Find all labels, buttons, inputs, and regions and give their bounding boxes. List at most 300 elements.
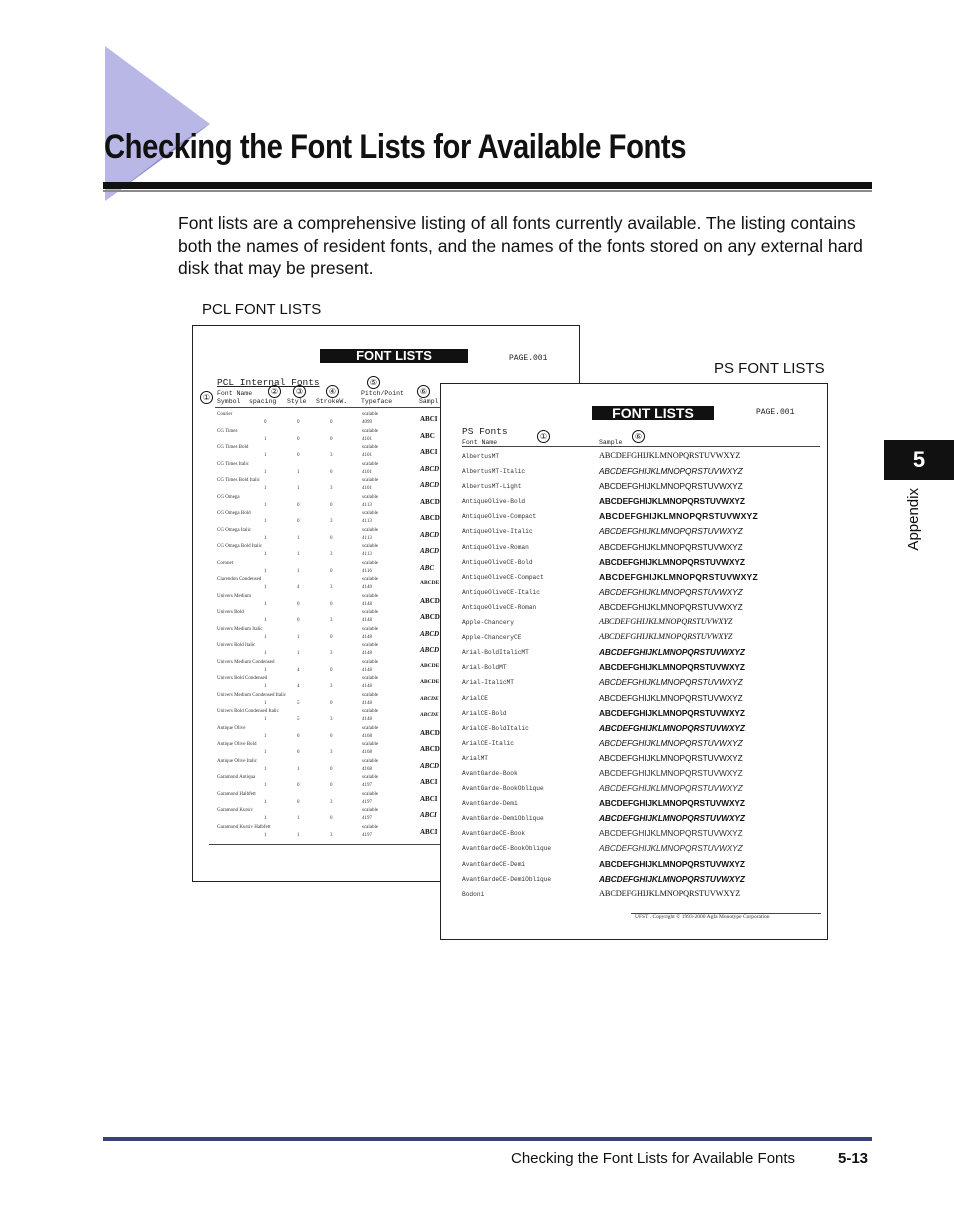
- ps-table-row: [462, 526, 820, 541]
- ps-font-name: AlbertusMT: [462, 453, 500, 460]
- pcl-font-name: CG Times Bold Italic: [217, 478, 260, 483]
- ps-table-row: [462, 828, 820, 843]
- pcl-symbol: 1: [264, 618, 267, 623]
- ps-marker-1: ①: [537, 430, 550, 443]
- pcl-table-row: [217, 577, 477, 594]
- pcl-font-name: CG Omega: [217, 494, 240, 500]
- pcl-spacing: 0: [297, 733, 300, 739]
- ps-heading: PS Fonts: [462, 426, 508, 437]
- ps-font-name: Apple-Chancery: [462, 619, 514, 627]
- ps-font-sample: ABCDEFGHIJKLMNOPQRSTUVWXYZ: [599, 767, 743, 778]
- pcl-font-lists-label: PCL FONT LISTS: [202, 301, 322, 318]
- pcl-symbol: 1: [264, 717, 267, 722]
- pcl-spacing: 0: [297, 436, 300, 442]
- ps-font-name: Apple-ChanceryCE: [462, 634, 522, 642]
- pcl-table-row: [217, 693, 477, 710]
- pcl-spacing: 1: [297, 535, 300, 541]
- pcl-spacing: 1: [297, 568, 300, 574]
- pcl-font-name: Clarendon Condensed: [217, 577, 262, 582]
- ps-table-row: [462, 662, 820, 677]
- pcl-scalable: scalable: [362, 412, 379, 417]
- pcl-scalable: scalable: [362, 808, 379, 813]
- pcl-font-name: Univers Medium Italic: [217, 626, 263, 632]
- pcl-table-row: [217, 759, 477, 776]
- pcl-symbol: 1: [264, 733, 267, 739]
- pcl-spacing: 0: [297, 750, 300, 755]
- ps-table-row: [462, 723, 820, 738]
- ps-font-sample: ABCDEFGHIJKLMNOPQRSTUVWXYZ: [599, 798, 745, 809]
- ps-table-row: [462, 542, 820, 557]
- ps-table-row: [462, 451, 820, 466]
- ps-font-sample: ABCDEFGHIJKLMNOPQRSTUVWXYZ: [599, 722, 745, 733]
- pcl-scalable: scalable: [362, 445, 379, 450]
- pcl-font-name: Courier: [217, 412, 233, 417]
- ps-font-name: AntiqueOlive-Bold: [462, 498, 526, 506]
- pcl-symbol: 1: [264, 816, 267, 821]
- pcl-stroke: 3: [330, 453, 333, 458]
- ps-page-number: PAGE.001: [756, 408, 795, 417]
- ps-font-list-sheet: [440, 383, 828, 940]
- ps-table-row: [462, 798, 820, 813]
- ps-table-row: [462, 889, 820, 904]
- pcl-typeface: 4116: [362, 568, 372, 574]
- pcl-col-sample: Sampl: [419, 398, 439, 405]
- pcl-table-row: [217, 561, 477, 578]
- ps-font-name: AntiqueOlive-Compact: [462, 513, 537, 521]
- pcl-font-name: Univers Bold Condensed Italic: [217, 709, 279, 714]
- pcl-font-name: Garamond Antiqua: [217, 775, 256, 780]
- pcl-typeface: 4168: [362, 733, 372, 739]
- pcl-scalable: scalable: [362, 692, 379, 698]
- intro-paragraph: Font lists are a comprehensive listing of all fonts currently available. The listing contains both the names of resident fonts, and the names of the fonts stored on any external hard disk that may be present.: [178, 213, 863, 278]
- pcl-stroke: 3: [330, 585, 333, 590]
- pcl-table-row: [217, 825, 477, 842]
- ps-font-name: ArialCE: [462, 694, 488, 702]
- corner-triangle-decoration: [105, 46, 215, 201]
- pcl-symbol: 1: [264, 783, 267, 788]
- ps-font-sample: ABCDEFGHIJKLMNOPQRSTUVWXYZ: [599, 556, 745, 567]
- ps-table-row: [462, 557, 820, 572]
- ps-font-name: AvantGardeCE-Demi: [462, 860, 526, 868]
- pcl-symbol: 1: [264, 453, 267, 458]
- pcl-font-name: Univers Bold Italic: [217, 643, 256, 648]
- pcl-stroke: 3: [330, 799, 333, 805]
- ps-font-name: Arial-ItalicMT: [462, 679, 514, 687]
- footer-title: Checking the Font Lists for Available Fonts: [511, 1150, 796, 1167]
- ps-font-name: ArialCE-BoldItalic: [462, 724, 529, 732]
- ps-font-sample: ABCDEFGHIJKLMNOPQRSTUVWXYZ: [599, 858, 745, 869]
- pcl-symbol: 1: [264, 832, 267, 838]
- ps-font-name: Arial-BoldMT: [462, 664, 507, 672]
- pcl-marker-4: ④: [326, 385, 339, 398]
- pcl-scalable: scalable: [362, 428, 379, 434]
- pcl-spacing: 4: [297, 667, 300, 673]
- pcl-sample: ABCDE: [420, 580, 440, 586]
- pcl-font-name: CG Omega Bold: [217, 511, 251, 516]
- pcl-sample: ABCD: [420, 596, 440, 605]
- pcl-symbol: 1: [264, 585, 267, 590]
- pcl-sample: ABCD: [420, 613, 440, 621]
- pcl-stroke: 0: [330, 420, 333, 425]
- pcl-sample: ABCD: [420, 761, 440, 770]
- pcl-typeface: 4113: [362, 502, 372, 508]
- ps-font-name: AntiqueOliveCE-Compact: [462, 573, 544, 581]
- ps-font-name: AvantGarde-DemiOblique: [462, 815, 544, 823]
- pcl-symbol: 1: [264, 799, 267, 805]
- ps-table-row: [462, 587, 820, 602]
- pcl-stroke: 3: [330, 552, 333, 557]
- pcl-table-row: [217, 495, 477, 512]
- pcl-typeface: 4197: [362, 783, 372, 788]
- pcl-font-name: Univers Medium Condensed: [217, 659, 275, 665]
- pcl-symbol: 1: [264, 667, 267, 673]
- pcl-col-style: Style: [287, 398, 307, 405]
- pcl-scalable: scalable: [362, 643, 379, 648]
- pcl-sample: ABCD: [420, 464, 440, 473]
- ps-font-name: AntiqueOliveCE-Roman: [462, 603, 537, 611]
- pcl-symbol: 1: [264, 651, 267, 656]
- pcl-typeface: 4148: [362, 684, 372, 689]
- pcl-stroke: 0: [330, 634, 333, 640]
- pcl-table-row: [217, 627, 477, 644]
- pcl-spacing: 0: [297, 519, 300, 524]
- pcl-scalable: scalable: [362, 775, 379, 780]
- pcl-typeface: 4148: [362, 601, 372, 607]
- ps-font-sample: ABCDEFGHIJKLMNOPQRSTUVWXYZ: [599, 466, 743, 477]
- pcl-scalable: scalable: [362, 824, 379, 830]
- pcl-sample: ABC: [420, 563, 435, 572]
- pcl-table-row: [217, 808, 477, 825]
- pcl-stroke: 0: [330, 436, 333, 442]
- pcl-typeface: 4148: [362, 651, 372, 656]
- pcl-stroke: 0: [330, 601, 333, 607]
- ps-banner: FONT LISTS: [592, 406, 714, 420]
- ps-font-sample: ABCDEFGHIJKLMNOPQRSTUVWXYZ: [599, 888, 741, 898]
- ps-font-sample: ABCDEFGHIJKLMNOPQRSTUVWXYZ: [599, 496, 745, 507]
- pcl-sample: ABCDE: [420, 679, 440, 685]
- ps-font-table: [462, 451, 820, 904]
- pcl-sample: ABCD: [420, 646, 440, 654]
- pcl-sample: ABCI: [420, 794, 438, 803]
- pcl-font-name: Antique Olive Bold: [217, 742, 257, 747]
- ps-table-row: [462, 572, 820, 587]
- pcl-symbol: 1: [264, 469, 267, 475]
- pcl-font-name: Coronet: [217, 560, 234, 566]
- ps-font-sample: ABCDEFGHIJKLMNOPQRSTUVWXYZ: [599, 692, 743, 703]
- pcl-spacing: 1: [297, 651, 300, 656]
- pcl-typeface: 4101: [362, 436, 372, 442]
- page-title: Checking the Font Lists for Available Fonts: [104, 128, 687, 166]
- pcl-table-row: [217, 726, 477, 743]
- ps-table-row: [462, 783, 820, 798]
- ps-table-row: [462, 813, 820, 828]
- pcl-scalable: scalable: [362, 560, 379, 566]
- ps-font-name: ArialMT: [462, 754, 488, 762]
- ps-font-name: AvantGardeCE-DemiOblique: [462, 875, 552, 883]
- pcl-scalable: scalable: [362, 659, 379, 665]
- pcl-scalable: scalable: [362, 791, 379, 797]
- pcl-spacing: 1: [297, 766, 300, 772]
- pcl-symbol: 1: [264, 750, 267, 755]
- pcl-font-name: CG Omega Italic: [217, 527, 252, 533]
- ps-table-row: [462, 708, 820, 723]
- ps-col-sample: Sample: [599, 439, 623, 446]
- pcl-font-name: Univers Bold Condensed: [217, 676, 268, 681]
- pcl-spacing: 0: [297, 502, 300, 508]
- pcl-table-row: [217, 462, 477, 479]
- pcl-marker-1: ①: [200, 391, 213, 404]
- pcl-spacing: 4: [297, 585, 300, 590]
- pcl-table-row: [217, 445, 477, 462]
- title-rule-shadow: [103, 190, 872, 192]
- pcl-sample: ABCD: [420, 629, 440, 638]
- pcl-table-row: [217, 412, 477, 429]
- pcl-col-stroke: StrokeW.: [316, 398, 348, 405]
- pcl-marker-2: ②: [268, 385, 281, 398]
- pcl-sample: ABCD: [420, 745, 440, 753]
- ps-font-sample: ABCDEFGHIJKLMNOPQRSTUVWXYZ: [599, 586, 743, 597]
- ps-copyright: UFST . Copyright © 1993-2000 Agfa Monotype Corporation: [635, 914, 770, 920]
- pcl-sample: ABCDE: [420, 662, 440, 669]
- pcl-spacing: 0: [297, 420, 300, 425]
- ps-font-sample: ABCDEFGHIJKLMNOPQRSTUVWXYZ: [599, 662, 745, 673]
- pcl-spacing: 1: [297, 634, 300, 640]
- pcl-stroke: 3: [330, 717, 333, 722]
- pcl-sample: ABCDE: [420, 695, 439, 702]
- pcl-marker-3: ③: [293, 385, 306, 398]
- ps-table-row: [462, 753, 820, 768]
- pcl-typeface: 4140: [362, 585, 372, 590]
- pcl-symbol: 1: [264, 436, 267, 442]
- pcl-typeface: 4148: [362, 634, 372, 640]
- pcl-typeface: 4113: [362, 519, 372, 524]
- pcl-font-name: CG Times: [217, 428, 238, 434]
- pcl-table-row: [217, 594, 477, 611]
- pcl-table-row: [217, 528, 477, 545]
- ps-font-sample: ABCDEFGHIJKLMNOPQRSTUVWXYZ: [599, 617, 733, 627]
- ps-table-row: [462, 768, 820, 783]
- pcl-table-row: [217, 742, 477, 759]
- pcl-scalable: scalable: [362, 478, 379, 483]
- pcl-spacing: 4: [297, 684, 300, 689]
- pcl-table-row: [217, 544, 477, 561]
- pcl-typeface: 4148: [362, 667, 372, 673]
- pcl-stroke: 0: [330, 783, 333, 788]
- pcl-table-row: [217, 660, 477, 677]
- pcl-spacing: 1: [297, 552, 300, 557]
- pcl-font-name: Antique Olive: [217, 725, 246, 731]
- footer-page-number: 5-13: [838, 1150, 869, 1167]
- pcl-sample: ABCI: [420, 827, 438, 836]
- ps-font-name: AvantGarde-BookOblique: [462, 785, 544, 793]
- pcl-font-table: [217, 412, 477, 841]
- ps-table-row: [462, 496, 820, 511]
- pcl-sample: ABCI: [420, 448, 438, 456]
- pcl-col-pitch: Pitch/Point: [361, 390, 404, 397]
- pcl-table-row: [217, 429, 477, 446]
- ps-marker-6: ⑥: [632, 430, 645, 443]
- pcl-table-row: [217, 676, 477, 693]
- ps-font-sample: ABCDEFGHIJKLMNOPQRSTUVWXYZ: [599, 873, 745, 884]
- ps-font-name: AntiqueOlive-Roman: [462, 543, 529, 551]
- ps-font-sample: ABCDEFGHIJKLMNOPQRSTUVWXYZ: [599, 677, 743, 688]
- pcl-table-row: [217, 775, 477, 792]
- pcl-typeface: 4113: [362, 535, 372, 541]
- pcl-spacing: 0: [297, 453, 300, 458]
- pcl-font-name: CG Times Italic: [217, 461, 249, 467]
- pcl-stroke: 0: [330, 469, 333, 475]
- ps-table-row: [462, 481, 820, 496]
- pcl-stroke: 3: [330, 750, 333, 755]
- pcl-typeface: 4101: [362, 469, 372, 475]
- pcl-scalable: scalable: [362, 626, 379, 632]
- pcl-spacing: 0: [297, 618, 300, 623]
- pcl-banner: FONT LISTS: [320, 349, 468, 363]
- ps-table-row: [462, 647, 820, 662]
- pcl-font-name: Univers Medium Condensed Italic: [217, 692, 287, 698]
- ps-table-row: [462, 617, 820, 632]
- pcl-stroke: 0: [330, 535, 333, 541]
- pcl-scalable: scalable: [362, 494, 379, 500]
- pcl-scalable: scalable: [362, 511, 379, 516]
- pcl-typeface: 4168: [362, 750, 372, 755]
- pcl-typeface: 4101: [362, 486, 372, 491]
- ps-font-sample: ABCDEFGHIJKLMNOPQRSTUVWXYZ: [599, 526, 743, 537]
- pcl-table-row: [217, 511, 477, 528]
- ps-col-font-name: Font Name: [462, 439, 498, 446]
- pcl-spacing: 5: [297, 717, 300, 722]
- pcl-footer-rule: [209, 844, 459, 845]
- pcl-spacing: 0: [297, 783, 300, 788]
- pcl-scalable: scalable: [362, 577, 379, 582]
- pcl-typeface: 4168: [362, 766, 372, 772]
- pcl-spacing: 1: [297, 816, 300, 821]
- pcl-stroke: 0: [330, 816, 333, 821]
- pcl-table-row: [217, 643, 477, 660]
- ps-font-sample: ABCDEFGHIJKLMNOPQRSTUVWXYZ: [599, 511, 758, 522]
- ps-font-sample: ABCDEFGHIJKLMNOPQRSTUVWXYZ: [599, 843, 743, 854]
- ps-header-rule: [462, 446, 820, 447]
- pcl-heading: PCL Internal Fonts: [217, 377, 320, 388]
- pcl-stroke: 3: [330, 684, 333, 689]
- pcl-symbol: 1: [264, 766, 267, 772]
- footer-rule: [103, 1137, 872, 1141]
- ps-table-row: [462, 693, 820, 708]
- pcl-stroke: 0: [330, 568, 333, 574]
- pcl-stroke: 3: [330, 486, 333, 491]
- pcl-symbol: 0: [264, 420, 267, 425]
- pcl-spacing: 0: [297, 799, 300, 805]
- ps-font-name: AntiqueOliveCE-Bold: [462, 558, 533, 566]
- pcl-scalable: scalable: [362, 725, 379, 731]
- pcl-scalable: scalable: [362, 544, 379, 549]
- pcl-spacing: 1: [297, 469, 300, 475]
- pcl-col-font-name: Font Name: [217, 390, 253, 397]
- ps-table-row: [462, 874, 820, 889]
- pcl-spacing: 5: [297, 700, 300, 706]
- ps-font-sample: ABCDEFGHIJKLMNOPQRSTUVWXYZ: [599, 541, 743, 552]
- pcl-symbol: 1: [264, 502, 267, 508]
- pcl-typeface: 4101: [362, 453, 372, 458]
- pcl-table-row: [217, 792, 477, 809]
- ps-font-sample: ABCDEFGHIJKLMNOPQRSTUVWXYZ: [599, 828, 743, 839]
- pcl-scalable: scalable: [362, 593, 379, 599]
- ps-font-sample: ABCDEFGHIJKLMNOPQRSTUVWXYZ: [599, 783, 743, 794]
- pcl-font-name: Antique Olive Italic: [217, 758, 257, 764]
- title-rule: [103, 182, 872, 189]
- pcl-font-name: Univers Bold: [217, 610, 244, 615]
- pcl-sample: ABC: [420, 431, 435, 440]
- pcl-symbol: 1: [264, 568, 267, 574]
- pcl-col-symbol: Symbol: [217, 398, 241, 405]
- pcl-symbol: 1: [264, 519, 267, 524]
- ps-table-row: [462, 859, 820, 874]
- ps-table-row: [462, 466, 820, 481]
- ps-font-name: ArialCE-Bold: [462, 709, 507, 717]
- pcl-stroke: 0: [330, 766, 333, 772]
- ps-font-name: AvantGarde-Book: [462, 769, 518, 777]
- ps-font-sample: ABCDEFGHIJKLMNOPQRSTUVWXYZ: [599, 451, 741, 460]
- pcl-typeface: 4197: [362, 832, 372, 838]
- pcl-table-row: [217, 709, 477, 726]
- pcl-typeface: 4113: [362, 552, 372, 557]
- ps-font-name: ArialCE-Italic: [462, 739, 514, 747]
- pcl-stroke: 0: [330, 733, 333, 739]
- pcl-table-row: [217, 610, 477, 627]
- pcl-sample: ABCD: [420, 481, 440, 489]
- ps-font-sample: ABCDEFGHIJKLMNOPQRSTUVWXYZ: [599, 813, 745, 824]
- pcl-col-spacing: spacing: [249, 398, 277, 405]
- pcl-table-row: [217, 478, 477, 495]
- ps-font-sample: ABCDEFGHIJKLMNOPQRSTUVWXYZ: [599, 632, 733, 642]
- ps-font-name: Arial-BoldItalicMT: [462, 649, 529, 657]
- ps-font-name: AntiqueOlive-Italic: [462, 528, 533, 536]
- pcl-scalable: scalable: [362, 758, 379, 764]
- pcl-sample: ABCD: [420, 530, 440, 539]
- pcl-sample: ABCI: [420, 811, 437, 819]
- ps-font-sample: ABCDEFGHIJKLMNOPQRSTUVWXYZ: [599, 647, 745, 658]
- pcl-scalable: scalable: [362, 527, 379, 533]
- ps-font-name: Bodoni: [462, 890, 485, 898]
- pcl-font-name: Garamond Kursiv Halbfett: [217, 824, 271, 830]
- pcl-typeface: 4197: [362, 799, 372, 805]
- ps-table-row: [462, 677, 820, 692]
- pcl-stroke: 3: [330, 832, 333, 838]
- pcl-col-typeface: Typeface: [361, 398, 393, 405]
- chapter-tab-label: Appendix: [905, 488, 922, 551]
- ps-font-name: AvantGardeCE-Book: [462, 830, 526, 838]
- pcl-page-number: PAGE.001: [509, 354, 548, 363]
- ps-font-name: AvantGardeCE-BookOblique: [462, 845, 552, 853]
- pcl-symbol: 1: [264, 684, 267, 689]
- pcl-stroke: 0: [330, 667, 333, 673]
- pcl-stroke: 0: [330, 502, 333, 508]
- ps-font-name: AvantGarde-Demi: [462, 800, 518, 808]
- ps-font-sample: ABCDEFGHIJKLMNOPQRSTUVWXYZ: [599, 737, 743, 748]
- pcl-scalable: scalable: [362, 709, 379, 714]
- pcl-symbol: 1: [264, 700, 267, 706]
- pcl-typeface: 4197: [362, 816, 372, 821]
- pcl-marker-6: ⑥: [417, 385, 430, 398]
- pcl-sample: ABCDE: [420, 712, 439, 718]
- pcl-spacing: 0: [297, 601, 300, 607]
- pcl-spacing: 1: [297, 832, 300, 838]
- ps-table-row: [462, 511, 820, 526]
- pcl-symbol: 1: [264, 601, 267, 607]
- pcl-typeface: 4099: [362, 420, 372, 425]
- pcl-scalable: scalable: [362, 610, 379, 615]
- pcl-sample: ABCD: [420, 547, 440, 555]
